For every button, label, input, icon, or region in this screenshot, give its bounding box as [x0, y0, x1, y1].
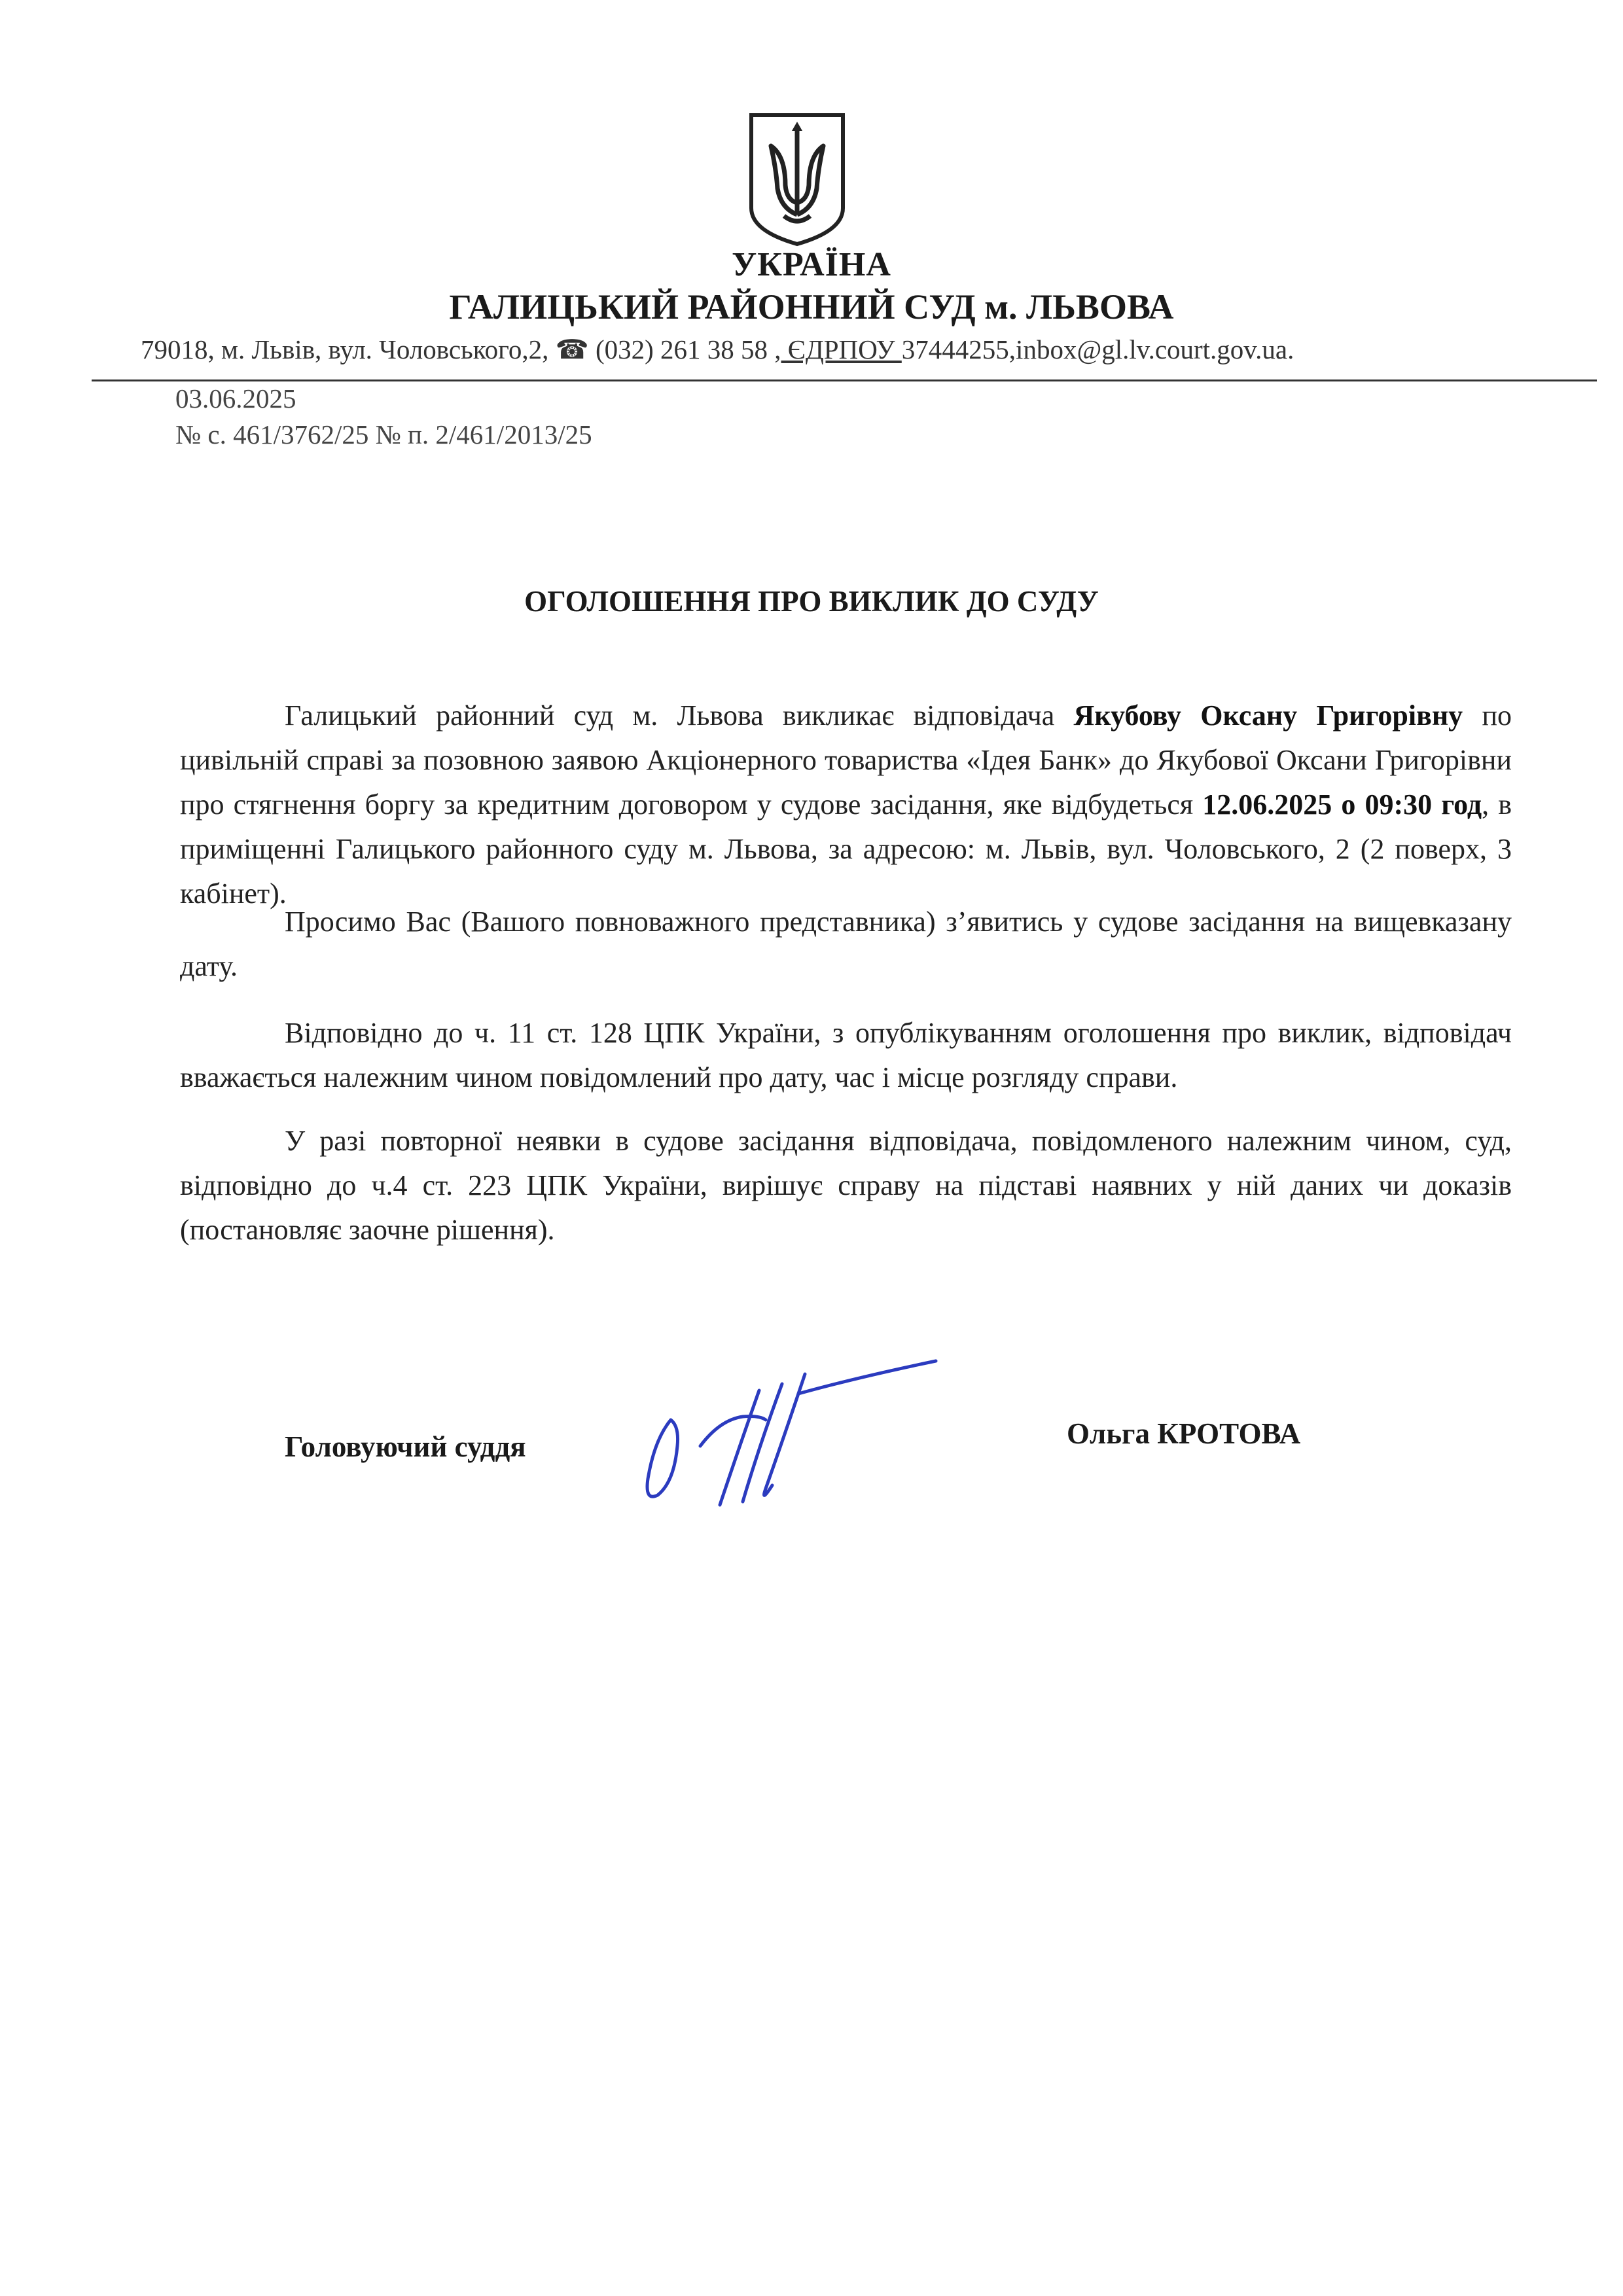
court-name-heading: ГАЛИЦЬКИЙ РАЙОННИЙ СУД м. ЛЬВОВА — [449, 287, 1174, 327]
coat-of-arms-icon — [745, 110, 849, 247]
court-address-line — [141, 334, 1294, 365]
address-suffix: 37444255,inbox@gl.lv.court.gov.ua. — [901, 334, 1294, 364]
p1-text-c: , в приміщенні Галицького районного суду м. Львова, за адресою: м. Львів, вул. Чоловського, 2 (2 поверх, 3 кабінет). — [180, 788, 1512, 910]
address-prefix: 79018, м. Львів, вул. Чоловського,2, ☎ (032) 261 38 58 , — [141, 334, 781, 364]
hearing-datetime: 12.06.2025 о 09:30 год — [1202, 788, 1482, 821]
signatory-name: Ольга КРОТОВА — [1067, 1417, 1301, 1450]
signatory-role: Головуючий суддя — [285, 1430, 526, 1463]
paragraph-legal-basis: Відповідно до ч. 11 ст. 128 ЦПК України, з опублікуванням оголошення про виклик, відповідач вважається належним чином повідомлений про дату, час і місце розгляду справи. — [180, 1017, 1512, 1093]
p1-text-a: Галицький районний суд м. Львова викликає відповідача — [285, 699, 1074, 732]
paragraph-summons — [180, 694, 1512, 916]
case-number: № с. 461/3762/25 № п. 2/461/2013/25 — [175, 419, 592, 450]
p1-text-b: по цивільній справі за позовною заявою Акціонерного товариства «Ідея Банк» до Якубової Оксани Григорівни про стягнення боргу за кредитним договором у судове засідання, яке відбудеться — [180, 699, 1512, 821]
document-title: ОГОЛОШЕННЯ ПРО ВИКЛИК ДО СУДУ — [524, 585, 1099, 618]
defendant-name: Якубову Оксану Григорівну — [1073, 699, 1463, 732]
paragraph-consequences: У разі повторної неявки в судове засідання відповідача, повідомленого належним чином, суд, відповідно до ч.4 ст. 223 ЦПК України, вирішує справу на підставі наявних у ній даних чи доказів (постановляє заочне рішення). — [180, 1125, 1512, 1246]
paragraph-request: Просимо Вас (Вашого повноважного представника) з’явитись у судове засідання на вищевказану дату. — [180, 906, 1512, 982]
document-date: 03.06.2025 — [175, 383, 296, 414]
country-heading: УКРАЇНА — [732, 246, 891, 283]
edrpou-label: ЄДРПОУ — [781, 334, 902, 364]
header-divider — [92, 380, 1597, 381]
handwritten-signature-icon — [609, 1348, 949, 1525]
